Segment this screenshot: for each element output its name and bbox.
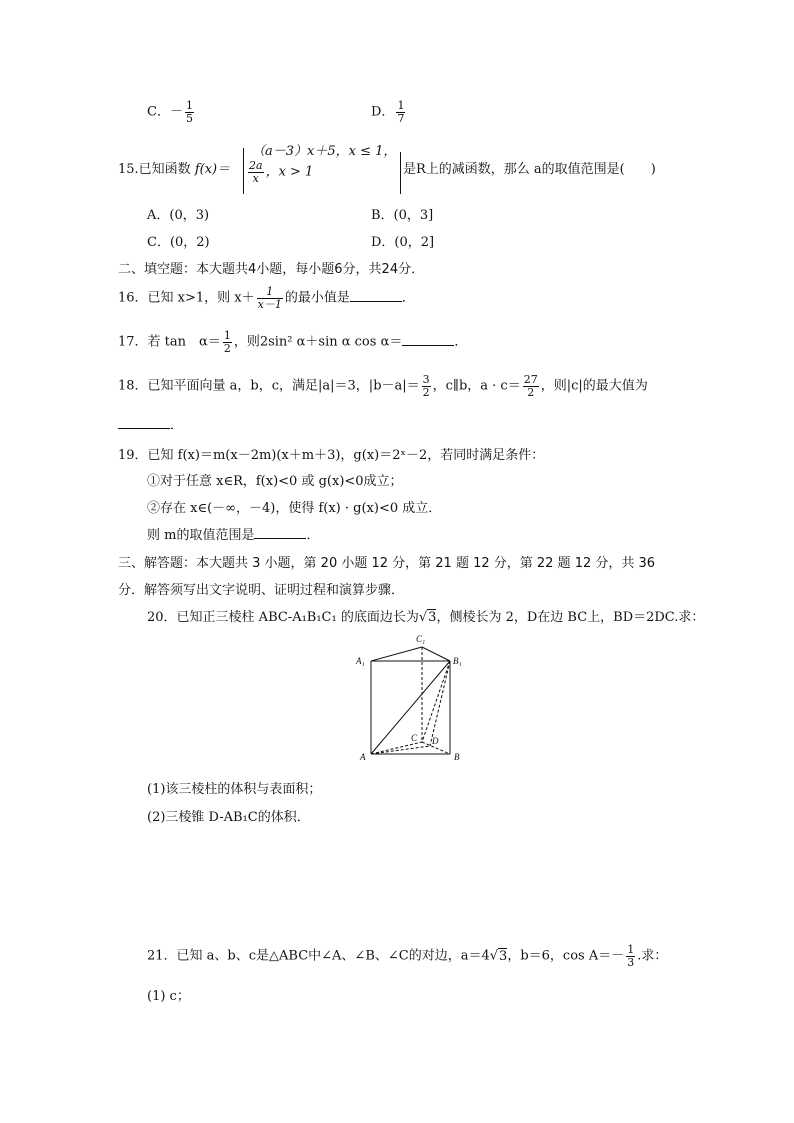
fraction: $\frac{1}{2}$: [223, 329, 231, 355]
fraction: $\frac{1}{3}$: [627, 943, 635, 969]
fraction: $\frac{1}{5}$: [185, 99, 193, 125]
q18-answer-line: ．: [118, 414, 183, 433]
label-b1: B₁: [453, 656, 462, 666]
edge-b1c: [422, 661, 450, 742]
q19-line2: ①对于任意 x∈R，f(x)<0 或 g(x)<0成立；: [147, 474, 403, 489]
q20-part2: (2)三棱锥 D-AB₁C的体积．: [147, 810, 310, 825]
q15-option-c: C．(0，2): [147, 235, 210, 250]
q19-line4: 则 m的取值范围是 ．: [147, 528, 320, 543]
edge-c1b1: [422, 647, 450, 661]
q14-option-c: [147, 100, 196, 124]
label-a: A: [360, 752, 366, 762]
section-3-line2: 分．解答须写出文字说明、证明过程和演算步骤．: [118, 583, 405, 598]
edge-a1c1: [371, 647, 422, 661]
label-c1: C₁: [416, 634, 426, 644]
q20-part1: (1)该三棱柱的体积与表面积；: [147, 782, 322, 797]
section-3-line1: 三、解答题：本大题共 3 小题，第 20 小题 12 分，第 21 题 12 分，第 22 题 12 分，共 36: [118, 556, 656, 571]
section-2-heading: 二、填空题：本大题共4小题，每小题6分，共24分．: [118, 262, 425, 277]
answer-blank: [350, 289, 402, 302]
q15-right-bar: [400, 152, 401, 194]
q20-statement: 20．已知正三棱柱 ABC-A₁B₁C₁ 的底面边长为√3，侧棱长为 2，D在边 BC上，BD＝2DC.求：: [147, 610, 705, 625]
edge-b1d: [430, 661, 450, 746]
q19-line1: 19．已知 f(x)＝m(x－2m)(x＋m＋3)，g(x)＝2ˣ－2，若同时满足条件：: [118, 448, 545, 463]
fraction: $\frac{2a}{x}$: [249, 159, 263, 185]
fraction: $\frac{27}{2}$: [523, 373, 538, 399]
q15-prefix: 15.已知函数 f(x)＝: [118, 162, 231, 177]
q15-option-b: B．(0，3]: [371, 208, 434, 223]
fraction: $\frac{1}{7}$: [397, 99, 405, 125]
q15-case2: $\frac{2a}{x}$ ，x > 1: [249, 159, 314, 185]
q17: 17．若 tan α＝ $\frac{1}{2}$ ，则2sin² α＋sin α cos α＝ ．: [118, 329, 468, 355]
answer-blank: [254, 526, 306, 539]
q16: 16．已知 x>1，则 x＋ $\frac{1}{x-1}$ 的最小值是 ．: [118, 285, 415, 311]
fraction: $\frac{3}{2}$: [422, 373, 430, 399]
q19-line3: ②存在 x∈(－∞，－4)，使得 f(x) · g(x)<0 成立．: [147, 501, 442, 516]
q15-option-a: A．(0，3): [147, 208, 210, 223]
q18: 18．已知平面向量 a，b，c，满足|a|＝3，|b－a|＝ $\frac{3}{2}$ ，c∥b，a · c＝ $\frac{27}{2}$ ，则|c|的最大值为: [118, 373, 648, 399]
q21-part1: (1) c；: [147, 989, 190, 1004]
label-b: B: [454, 752, 460, 762]
q21-statement: 21．已知 a、b、c是△ABC中∠A、∠B、∠C的对边，a＝4√3，b＝6，cos A＝－ $\frac{1}{3}$ .求：: [147, 943, 668, 969]
prism-figure: [350, 630, 470, 770]
label-c: C: [411, 733, 418, 743]
option-label: D．: [371, 104, 395, 120]
q14-option-d: [371, 100, 407, 124]
fraction: $\frac{1}{x-1}$: [257, 285, 282, 311]
q15-suffix: 是R上的减函数，那么 a的取值范围是( ): [403, 162, 656, 177]
label-d: D: [432, 736, 439, 746]
answer-blank: [402, 333, 454, 346]
answer-blank: [118, 416, 170, 429]
q15-option-d: D．(0，2]: [371, 235, 435, 250]
label-a1: A₁: [356, 656, 365, 666]
q15-case1: （a－3）x＋5，x ≤ 1，: [252, 144, 397, 159]
q15-left-brace: [243, 148, 244, 194]
edge-ac: [371, 742, 422, 754]
option-label: C．: [147, 104, 170, 120]
minus-sign: －: [169, 104, 183, 120]
